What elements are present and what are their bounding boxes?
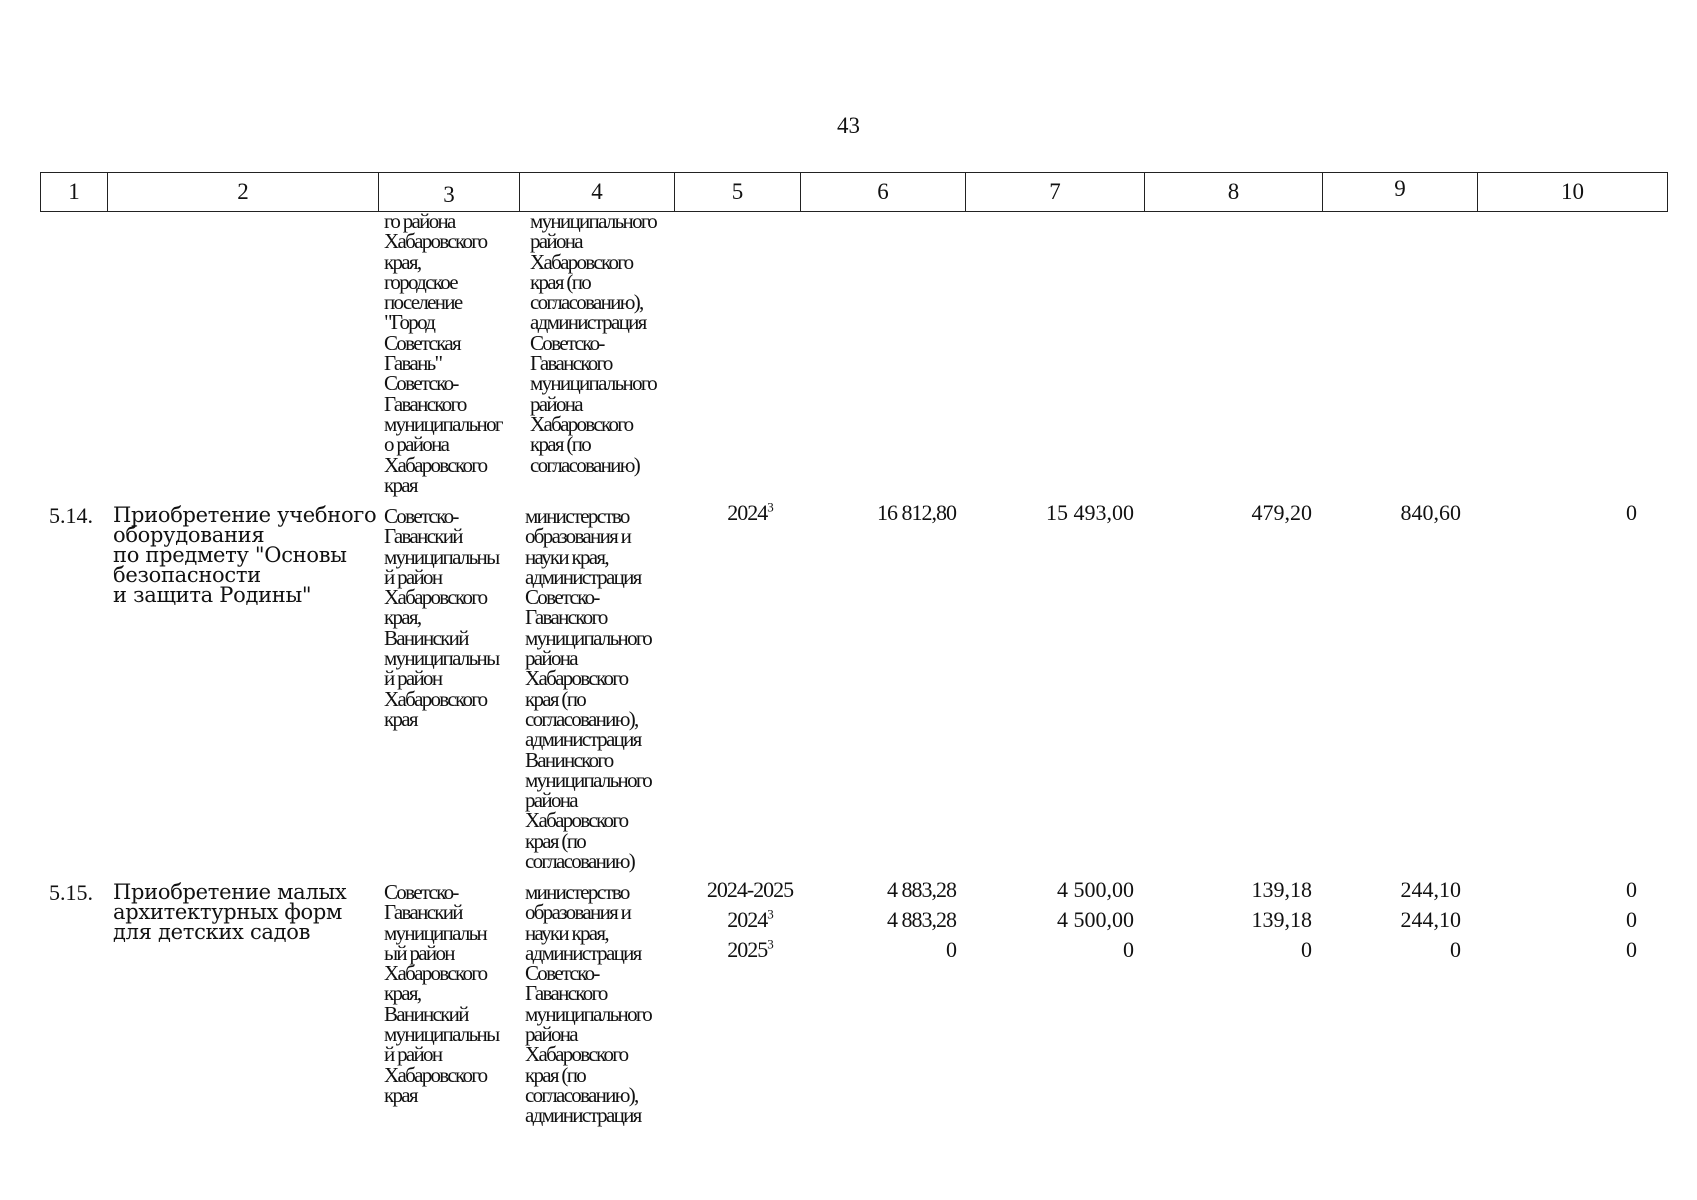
- row-title: Приобретение учебного оборудования по предмету "Основы безопасности и защита Родины": [113, 503, 377, 607]
- header-col-5: 5: [674, 173, 800, 211]
- value-col-6: 4 883,28: [887, 877, 956, 902]
- value-col-8: 479,20: [1251, 500, 1312, 525]
- value-col-10: 0: [1626, 937, 1637, 962]
- value-col-7: 4 500,00: [1057, 907, 1134, 932]
- continued-executors: муниципального района Хабаровского края (по согласованию), администрация Советско- Гаванского муниципального района Хабаровского края (по согласованию): [530, 209, 657, 477]
- value-col-6: 16 812,80: [877, 500, 956, 525]
- value-col-6: 0: [946, 937, 956, 962]
- footnote-mark: 3: [767, 499, 773, 515]
- value-col-10: 0: [1626, 500, 1637, 525]
- value-col-9: 244,10: [1400, 877, 1461, 902]
- header-col-10: 10: [1477, 173, 1668, 211]
- value-col-8: 139,18: [1251, 907, 1312, 932]
- header-col-8: 8: [1144, 173, 1322, 211]
- value-col-10: 0: [1626, 907, 1637, 932]
- value-col-8: 0: [1301, 937, 1312, 962]
- value-col-9: 244,10: [1400, 907, 1461, 932]
- period-year: 2024$^3$: [727, 906, 773, 932]
- table-header-row: [40, 172, 1668, 212]
- value-col-9: 0: [1450, 937, 1461, 962]
- header-col-4: 4: [519, 173, 674, 211]
- value-col-7: 0: [1123, 937, 1134, 962]
- header-col-3: 3: [378, 173, 519, 211]
- header-col-1: 1: [40, 173, 107, 211]
- row-executors: министерство образования и науки края, администрация Советско- Гаванского муниципального района Хабаровского края (по согласованию), администрация Ванинского муниципального района Хабаровского края (по согласованию): [525, 504, 652, 874]
- header-col-2: 2: [107, 173, 378, 211]
- value-col-9: 840,60: [1400, 500, 1461, 525]
- period-year: 2024-2025: [706, 877, 794, 902]
- value-col-6: 4 883,28: [887, 907, 956, 932]
- row-executors: министерство образования и науки края, администрация Советско- Гаванского муниципального района Хабаровского края (по согласованию), администрация: [525, 880, 652, 1128]
- value-col-10: 0: [1626, 877, 1637, 902]
- row-title: Приобретение малых архитектурных форм для детских садов: [113, 880, 347, 944]
- header-col-7: 7: [965, 173, 1144, 211]
- header-col-9: 9: [1322, 173, 1477, 211]
- footnote-mark: 3: [767, 936, 773, 952]
- row-number: 5.15.: [49, 880, 93, 905]
- header-col-6: 6: [800, 173, 965, 211]
- value-col-7: 4 500,00: [1057, 877, 1134, 902]
- row-number: 5.14.: [49, 503, 93, 528]
- value-col-7: 15 493,00: [1046, 500, 1134, 525]
- page-number: 43: [837, 113, 860, 138]
- continued-participants: го района Хабаровского края, городское поселение "Город Советская Гавань" Советско- Гаванского муниципальног о района Хабаровского края: [384, 209, 502, 497]
- footnote-mark: 3: [767, 906, 773, 922]
- period-year: 2025$^3$: [727, 936, 773, 962]
- row-participants: Советско- Гаванский муниципальн ый район Хабаровского края, Ванинский муниципальны й район Хабаровского края: [384, 880, 499, 1107]
- value-col-8: 139,18: [1251, 877, 1312, 902]
- row-participants: Советско- Гаванский муниципальны й район Хабаровского края, Ванинский муниципальны й район Хабаровского края: [384, 504, 499, 731]
- period-year: 2024$^3$: [727, 499, 773, 525]
